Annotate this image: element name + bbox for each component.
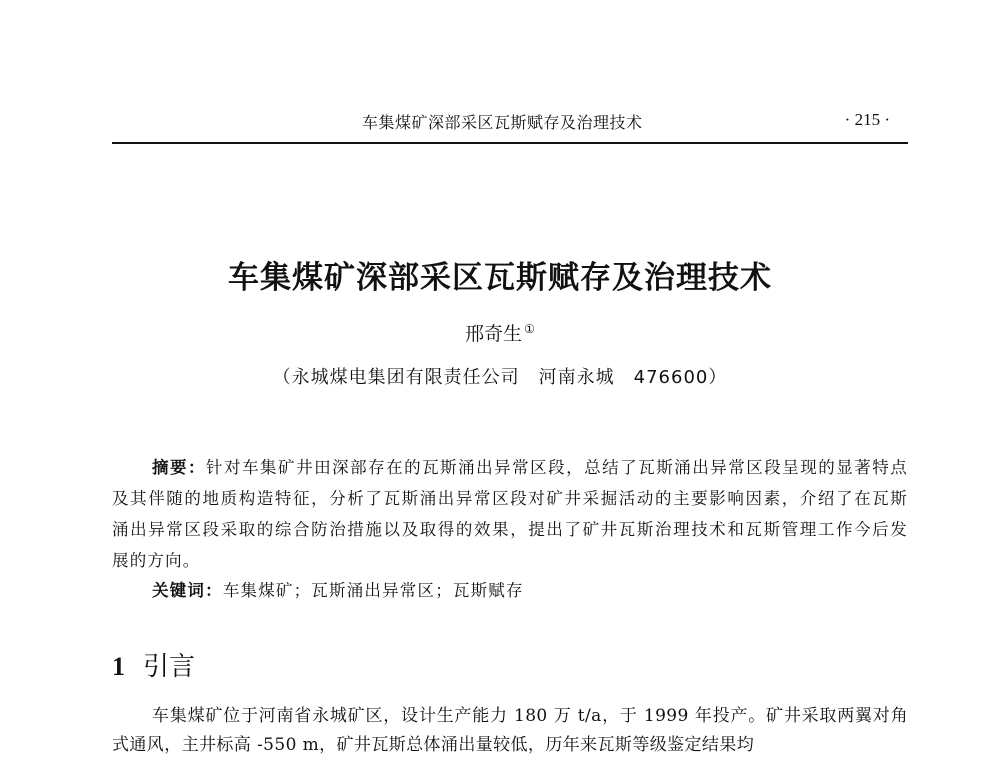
keywords-text: 车集煤矿；瓦斯涌出异常区；瓦斯赋存 [222, 581, 524, 600]
running-head-title: 车集煤矿深部采区瓦斯赋存及治理技术 [362, 113, 643, 132]
article-title: 车集煤矿深部采区瓦斯赋存及治理技术 [228, 260, 772, 296]
abstract-label: 摘要： [152, 458, 207, 477]
page-number: · 215 · [844, 110, 890, 129]
affiliation: （永城煤电集团有限责任公司 河南永城 476600） [272, 367, 728, 388]
section-heading [112, 646, 195, 683]
author-line [0, 319, 1000, 346]
section-number: 1 [112, 652, 125, 681]
body-paragraph: 车集煤矿位于河南省永城矿区，设计生产能力 180 万 t/a，于 1999 年投产。矿井采取两翼对角式通风，主井标高 -550 m，矿井瓦斯总体涌出量较低，历年来瓦斯等级鉴定结果均 [112, 706, 908, 755]
abstract-text: 针对车集矿井田深部存在的瓦斯涌出异常区段，总结了瓦斯涌出异常区段呈现的显著特点及其伴随的地质构造特征，分析了瓦斯涌出异常区段对矿井采掘活动的主要影响因素，介绍了在瓦斯涌出异常区段采取的综合防治措施以及取得的效果，提出了矿井瓦斯治理技术和瓦斯管理工作今后发展的方向。 [112, 458, 908, 570]
author-name: 邢奇生 [465, 323, 523, 345]
running-header [112, 108, 908, 144]
abstract [112, 452, 908, 576]
author-footnote-marker: ① [524, 321, 535, 336]
section-title: 引言 [143, 652, 196, 682]
keywords-label: 关键词： [152, 581, 223, 600]
keywords [152, 577, 524, 601]
